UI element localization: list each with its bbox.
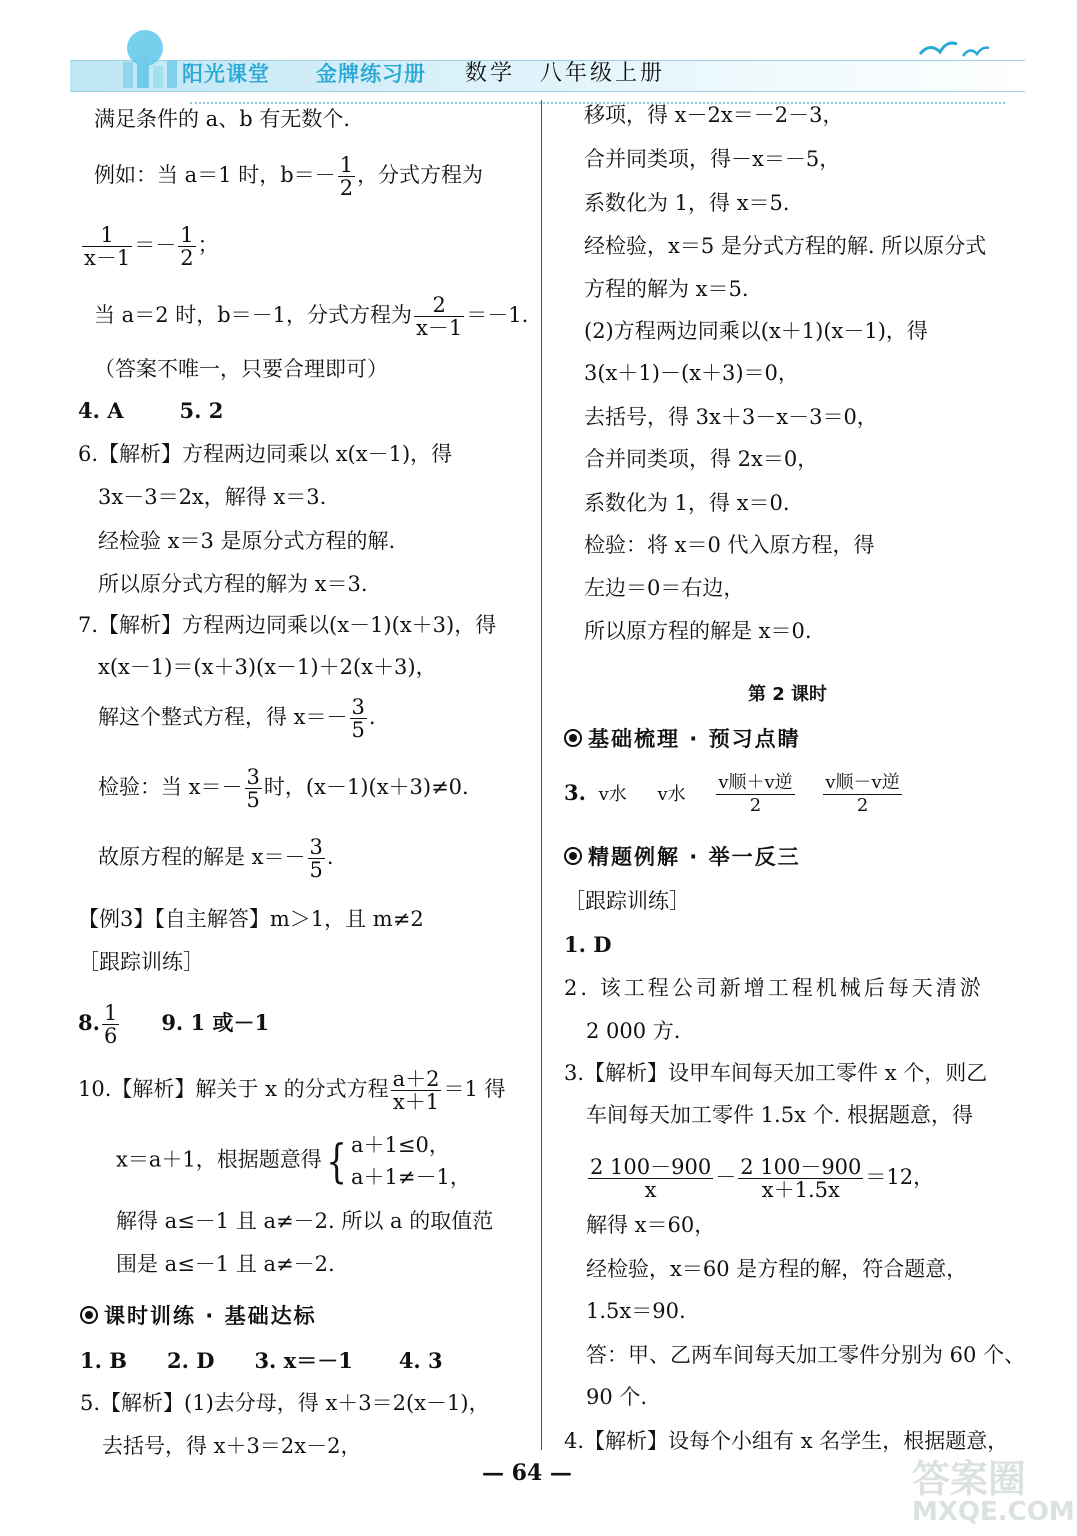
text-line: x＝a＋1，根据题意得{ a＋1≤0， a＋1≠－1， [116, 1129, 471, 1193]
text-line: 7.【解析】方程两边同乘以(x－1)(x＋3)，得 [78, 613, 497, 637]
text-line: 10.【解析】解关于 x 的分式方程 $\frac{a+2}{x+1}$ ＝1 得 [78, 1067, 506, 1114]
fraction: $\frac{\text{v顺－v逆}}{2}$ [825, 772, 900, 816]
section-heading: 课时训练 · 基础达标 [80, 1301, 317, 1331]
text-line: (2)方程两边同乘以(x＋1)(x－1)，得 [584, 319, 928, 343]
fraction: $\frac{3}{5}$ [246, 765, 260, 812]
text-line: 3.【解析】设甲车间每天加工零件 x 个，则乙 [564, 1061, 988, 1085]
text-line: 经检验，x＝60 是方程的解，符合题意， [586, 1257, 968, 1281]
text-line: 去括号，得 3x＋3－x－3＝0， [584, 405, 878, 429]
watermark-logo: 答案圈 MXQE.COM [912, 1457, 1075, 1527]
text-line: （答案不唯一，只要合理即可） [94, 357, 388, 381]
text-line: 移项，得 x－2x＝－2－3， [584, 103, 844, 127]
section-bullet-icon [80, 1306, 98, 1324]
text-line: 检验：将 x＝0 代入原方程，得 [584, 533, 875, 557]
fraction: $\frac{3}{5}$ [351, 695, 365, 742]
text-line: 左边＝0＝右边， [584, 576, 745, 600]
brand-title: 阳光课堂 [182, 62, 270, 86]
fraction: $\frac{3}{5}$ [309, 835, 323, 882]
section-bullet-icon [564, 847, 582, 865]
fraction: $\frac{2 100-900}{x}$ [590, 1155, 712, 1202]
text-line: 例如：当 a＝1 时，b＝－ $\frac{1}{2}$ ，分式方程为 [94, 153, 484, 200]
text-line: 所以原方程的解是 x＝0. [584, 619, 812, 643]
answer-line: 3. v水 v水 $\frac{\text{v顺＋v逆}}{2}$ $\frac{\text{v顺－v逆}}{2}$ [564, 772, 900, 816]
text-line: 方程的解为 x＝5. [584, 277, 749, 301]
text-line: 合并同类项，得 2x＝0， [584, 447, 819, 471]
birds-icon [915, 34, 995, 64]
text-line: 检验：当 x＝－ $\frac{3}{5}$ 时，(x－1)(x＋3)≠0. [98, 765, 469, 812]
text-line: 经检验，x＝5 是分式方程的解. 所以原分式 [584, 234, 987, 258]
text-line: 当 a＝2 时，b＝－1，分式方程为 $\frac{2}{x-1}$ ＝－1. [94, 293, 529, 340]
brand-subtitle: 金牌练习册 [316, 62, 426, 86]
fraction: $\frac{1}{6}$ [103, 1001, 118, 1048]
text-line: 满足条件的 a、b 有无数个. [94, 107, 350, 131]
text-line: 答：甲、乙两车间每天加工零件分别为 60 个、 [586, 1343, 1026, 1367]
fraction: $\frac{2 100-900}{x+1.5x}$ [740, 1155, 862, 1202]
text-line: 解得 a≤－1 且 a≠－2. 所以 a 的取值范 [116, 1209, 494, 1233]
section-heading: 基础梳理 · 预习点睛 [564, 724, 801, 754]
text-line: 系数化为 1，得 x＝0. [584, 491, 790, 515]
text-line: 车间每天加工零件 1.5x 个. 根据题意，得 [586, 1103, 973, 1127]
text-line: 合并同类项，得－x＝－5， [584, 147, 841, 171]
text-line: 经检验 x＝3 是原分式方程的解. [98, 529, 396, 553]
column-divider [541, 100, 542, 1450]
section-bullet-icon [564, 729, 582, 747]
page-header [70, 40, 1025, 92]
fraction: $\frac{1}{2}$ [339, 153, 354, 200]
equation-system: a＋1≤0， a＋1≠－1， [351, 1133, 471, 1189]
text-line: 围是 a≤－1 且 a≠－2. [116, 1252, 335, 1276]
text-line: 【例3】【自主解答】m＞1，且 m≠2 [78, 907, 424, 931]
fraction: $\frac{1}{2}$ [180, 223, 194, 270]
text-line: 6.【解析】方程两边同乘以 x(x－1)，得 [78, 442, 453, 466]
text-line: $\frac{2 100-900}{x}$ － $\frac{2 100-900}{x+1.5x}$ ＝12， [590, 1155, 935, 1202]
section-heading: 精题例解 · 举一反三 [564, 842, 801, 872]
text-line: 故原方程的解是 x＝－ $\frac{3}{5}$ . [98, 835, 334, 882]
answer-line: 4. A 5. 2 [78, 398, 224, 423]
text-line: x(x－1)＝(x＋3)(x－1)＋2(x＋3)， [98, 655, 437, 679]
text-line: ［跟踪训练］ [564, 889, 690, 913]
text-line: 1.5x＝90. [586, 1299, 686, 1323]
text-line: 所以原分式方程的解为 x＝3. [98, 572, 368, 596]
text-line: 解得 x＝60， [586, 1213, 716, 1237]
text-line: 解这个整式方程，得 x＝－ $\frac{3}{5}$ . [98, 695, 376, 742]
text-line: 4.【解析】设每个小组有 x 名学生，根据题意， [564, 1429, 1009, 1453]
answer-line: 8. $\frac{1}{6}$ 9. 1 或－1 [78, 1001, 270, 1048]
text-line: ［跟踪训练］ [78, 950, 204, 974]
text-line: 2 000 方. [586, 1019, 681, 1043]
text-line: 90 个. [586, 1385, 648, 1409]
text-line: 3(x＋1)－(x＋3)＝0， [584, 361, 799, 385]
sun-building-logo-icon [115, 22, 185, 92]
answer-line: 1. D [564, 932, 612, 957]
fraction: $\frac{a+2}{x+1}$ [392, 1067, 440, 1114]
text-line: 2. 该工程公司新增工程机械后每天清淤 [564, 976, 984, 1000]
fraction: $\frac{2}{x-1}$ [416, 293, 463, 340]
fraction: $\frac{\text{v顺＋v逆}}{2}$ [718, 772, 793, 816]
fraction: $\frac{1}{x-1}$ [84, 223, 131, 270]
answer-line: 1. B 2. D 3. x＝－1 4. 3 [80, 1348, 443, 1373]
text-line: $\frac{1}{x-1}$ ＝－ $\frac{1}{2}$ ； [84, 223, 219, 270]
brace: { [326, 1134, 347, 1188]
page-number: — 64 — [482, 1460, 572, 1486]
text-line: 系数化为 1，得 x＝5. [584, 191, 790, 215]
text-line: 去括号，得 x＋3＝2x－2， [102, 1434, 362, 1458]
subject-grade: 数学 八年级上册 [465, 61, 666, 86]
text-line: 3x－3＝2x，解得 x＝3. [98, 485, 327, 509]
lesson-title: 第 2 课时 [748, 684, 828, 705]
text-line: 5.【解析】(1)去分母，得 x＋3＝2(x－1)， [80, 1391, 490, 1415]
